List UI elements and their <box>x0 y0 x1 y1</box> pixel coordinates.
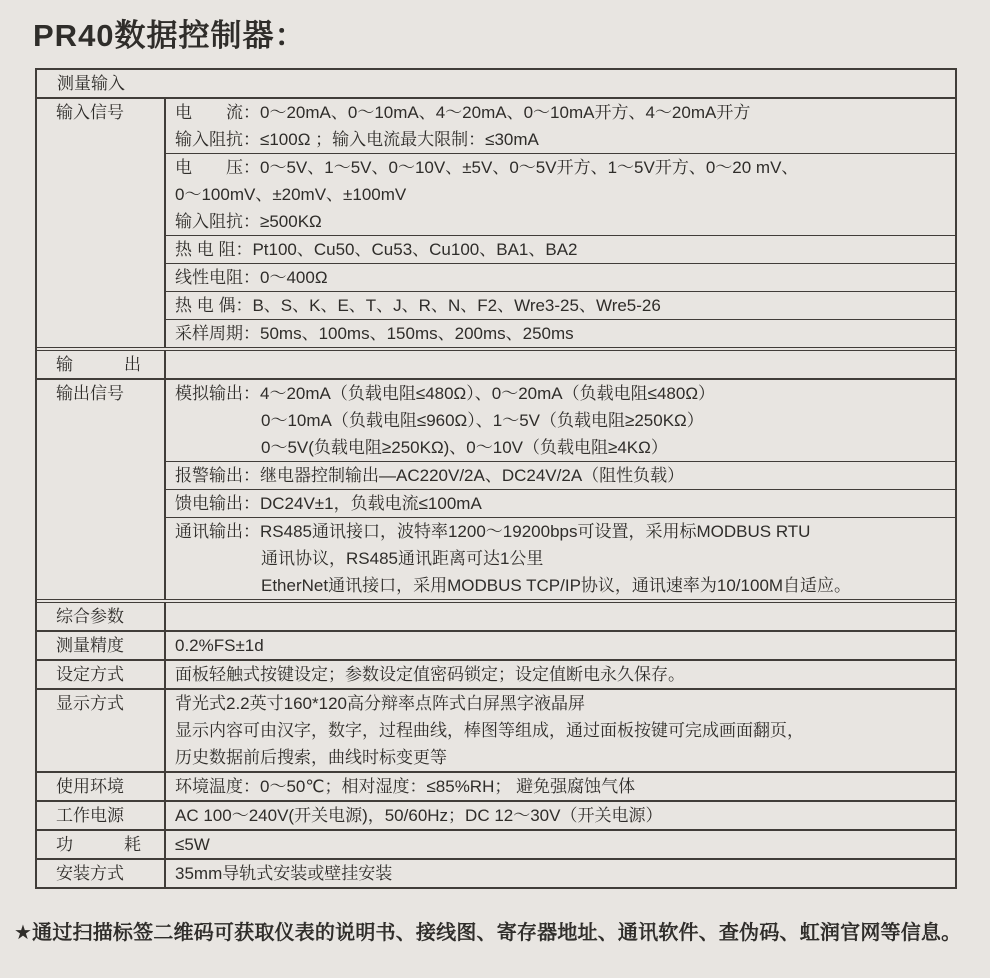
subrow-feed-output <box>166 489 955 517</box>
spec-line: 0～10mA（负载电阻≤960Ω）、1～5V（负载电阻≥250KΩ） <box>261 411 704 430</box>
spec-line: EtherNet通讯接口，采用MODBUS TCP/IP协议，通讯速率为10/100M自适应。 <box>261 576 852 595</box>
spec-table <box>35 68 957 889</box>
subrow-current-input <box>166 99 955 153</box>
row-label-installation: 安装方式 <box>56 864 124 883</box>
spec-line: AC 100～240V(开关电源)，50/60Hz；DC 12～30V（开关电源） <box>175 806 663 825</box>
row-label-setting-method: 设定方式 <box>56 665 124 684</box>
spec-line: 模拟输出：4～20mA（负载电阻≤480Ω）、0～20mA（负载电阻≤480Ω） <box>175 384 716 403</box>
row-power-consumption <box>37 829 955 858</box>
row-label-output-signal: 输出信号 <box>56 384 124 403</box>
subrow-alarm-output <box>166 461 955 489</box>
spec-line: 热 电 偶：B、S、K、E、T、J、R、N、F2、Wre3-25、Wre5-26 <box>175 296 661 315</box>
subrow-rtd <box>166 235 955 263</box>
spec-line: 采样周期：50ms、100ms、150ms、200ms、250ms <box>175 324 574 343</box>
row-label-input-signal: 输入信号 <box>56 103 124 122</box>
spec-line: 显示内容可由汉字，数字，过程曲线，棒图等组成，通过面板按键可完成画面翻页， <box>175 721 804 740</box>
subrow-voltage-input <box>166 153 955 235</box>
spec-line: 历史数据前后搜索，曲线时标变更等 <box>175 748 447 767</box>
row-display-method <box>37 688 955 771</box>
subrow-thermocouple <box>166 291 955 319</box>
spec-line: 电 流：0～20mA、0～10mA、4～20mA、0～10mA开方、4～20mA开方 <box>175 103 751 122</box>
section-header-output: 输 出 <box>56 355 141 374</box>
spec-line: 报警输出：继电器控制输出—AC220V/2A、DC24V/2A（阻性负载） <box>175 466 685 485</box>
row-accuracy <box>37 630 955 659</box>
spec-page <box>0 10 990 945</box>
accuracy-content <box>164 632 955 659</box>
spec-line: 35mm导轨式安装或壁挂安装 <box>175 864 393 883</box>
row-label-environment: 使用环境 <box>56 777 124 796</box>
row-output-signal <box>37 378 955 599</box>
spec-line: 通讯协议，RS485通讯距离可达1公里 <box>261 549 544 568</box>
spec-line: 输入阻抗：≥500KΩ <box>175 212 322 231</box>
row-label-power-supply: 工作电源 <box>56 806 124 825</box>
section-header-general: 综合参数 <box>56 607 124 626</box>
section-row-measure-input <box>37 70 955 97</box>
spec-line: 0～100mV、±20mV、±100mV <box>175 185 407 204</box>
spec-line: 热 电 阻：Pt100、Cu50、Cu53、Cu100、BA1、BA2 <box>175 240 578 259</box>
section-row-output <box>37 347 955 378</box>
spec-line: 通讯输出：RS485通讯接口，波特率1200～19200bps可设置，采用标MODBUS RTU <box>175 522 811 541</box>
row-setting-method <box>37 659 955 688</box>
row-label-display-method: 显示方式 <box>56 694 124 713</box>
environment-content <box>164 773 955 800</box>
spec-line: 电 压：0～5V、1～5V、0～10V、±5V、0～5V开方、1～5V开方、0～20 mV、 <box>175 158 799 177</box>
row-power-supply <box>37 800 955 829</box>
subrow-comm-output <box>166 517 955 599</box>
subrow-analog-output <box>166 380 955 461</box>
row-label-power-consumption: 功 耗 <box>56 835 141 854</box>
spec-line: 输入阻抗：≤100Ω ；输入电流最大限制：≤30mA <box>175 130 539 149</box>
row-input-signal <box>37 97 955 347</box>
page-title: PR40数据控制器： <box>33 18 307 53</box>
subrow-linear-resistance <box>166 263 955 291</box>
spec-line: 环境温度：0～50℃；相对湿度：≤85%RH； 避免强腐蚀气体 <box>175 777 636 796</box>
installation-content <box>164 860 955 887</box>
row-environment <box>37 771 955 800</box>
spec-line: 背光式2.2英寸160*120高分辩率点阵式白屏黑字液晶屏 <box>175 694 585 713</box>
spec-line: 0.2%FS±1d <box>175 636 264 655</box>
spec-line: 0～5V(负载电阻≥250KΩ)、0～10V（负载电阻≥4KΩ） <box>261 438 668 457</box>
footnote: ★通过扫描标签二维码可获取仪表的说明书、接线图、寄存器地址、通讯软件、查伪码、虹润官网等信息。 <box>14 922 962 944</box>
display-method-content <box>164 690 955 771</box>
row-label-accuracy: 测量精度 <box>56 636 124 655</box>
output-signal-content <box>164 380 955 599</box>
power-supply-content <box>164 802 955 829</box>
section-header-measure-input: 测量输入 <box>57 74 125 93</box>
spec-line: 线性电阻：0～400Ω <box>175 268 328 287</box>
spec-line: 馈电输出：DC24V±1，负载电流≤100mA <box>175 494 482 513</box>
spec-line: ≤5W <box>175 835 210 854</box>
section-row-general <box>37 599 955 630</box>
subrow-sampling-period <box>166 319 955 347</box>
section-general-empty-cell <box>164 603 955 630</box>
section-output-empty-cell <box>164 351 955 378</box>
setting-method-content <box>164 661 955 688</box>
input-signal-content <box>164 99 955 347</box>
power-consumption-content <box>164 831 955 858</box>
row-installation <box>37 858 955 887</box>
spec-line: 面板轻触式按键设定；参数设定值密码锁定；设定值断电永久保存。 <box>175 665 685 684</box>
